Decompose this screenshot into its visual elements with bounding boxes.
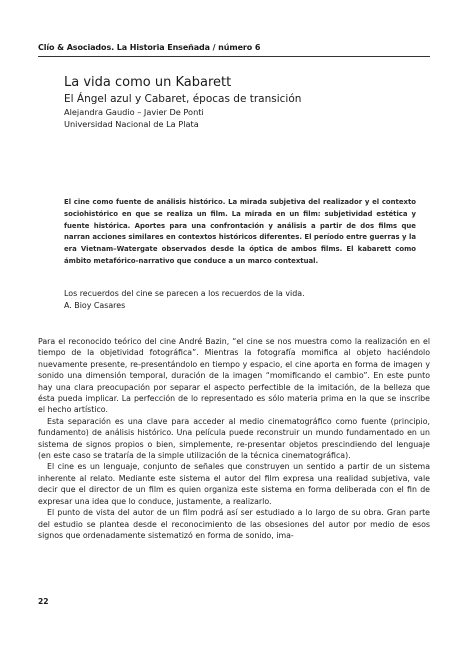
article-institution: Universidad Nacional de La Plata [64, 119, 199, 129]
article-authors: Alejandra Gaudio – Javier De Ponti [64, 107, 204, 117]
epigraph [64, 288, 424, 312]
epigraph-quote: Los recuerdos del cine se parecen a los recuerdos de la vida. [64, 289, 305, 298]
body-text [38, 336, 430, 541]
epigraph-source: A. Bioy Casares [64, 301, 126, 310]
body-paragraph: El cine es un lenguaje, conjunto de señales que construyen un sentido a partir de un sistema inherente al relato. Mediante este sistema el autor del film expresa una realidad subjetiva, vale decir que el director de un film es quien organiza este sistema en forma deliberada con el fin de expresar una idea que lo conduce, justamente, a realizarlo. [38, 462, 430, 506]
header-divider [38, 56, 430, 57]
article-title: La vida como un Kabarett [64, 75, 232, 90]
running-head: Clío & Asociados. La Historia Enseñada / número 6 [38, 43, 261, 52]
article-subtitle: El Ángel azul y Cabaret, épocas de transición [64, 93, 302, 105]
body-paragraph: Esta separación es una clave para acceder al medio cinematográfico como fuente (principio, fundamento) de análisis histórico. Una película puede reconstruir un mundo fundamentado en un sistema de signos propios o bien, simplemente, re-presentar objetos prescindiendo del lenguaje (en este caso se trataría de la simple utilización de la técnica cinematográfica). [38, 416, 430, 461]
body-paragraph: Para el reconocido teórico del cine André Bazin, “el cine se nos muestra como la realización en el tiempo de la objetividad fotográfica”. Mientras la fotografía momifica al objeto haciéndolo nuevamente presente, re-presentándolo en tiempo y espacio, el cine aporta en forma de imagen y sonido una dimensión temporal, duración de la imagen “momificando el cambio”. En este punto hay una clara preocupación por separar el aspecto perfectible de la imitación, de la belleza que ésta pueda implicar. La perfección de lo representado es sólo materia prima en la que se inscribe el hecho artístico. [38, 337, 430, 415]
abstract: El cine como fuente de análisis histórico. La mirada subjetiva del realizador y el contexto sociohistórico en que se realiza un film. La mirada en un film: subjetividad estética y fuente histórica. Aportes para una confrontación y análisis a partir de dos films que narran acciones similares en contextos históricos diferentes. El período entre guerras y la era Vietnam–Watergate observados desde la óptica de ambos films. El kabarett como ámbito metafórico-narrativo que conduce a un marco contextual. [64, 198, 416, 265]
page-number: 22 [38, 597, 49, 606]
body-paragraph: El punto de vista del autor de un film podrá así ser estudiado a lo largo de su obra. Gran parte del estudio se plantea desde el reconocimiento de las obsesiones del autor por medio de esos signos que ordenadamente sistematizó en forma de sonido, ima- [38, 508, 430, 540]
article-title-block [64, 74, 424, 130]
